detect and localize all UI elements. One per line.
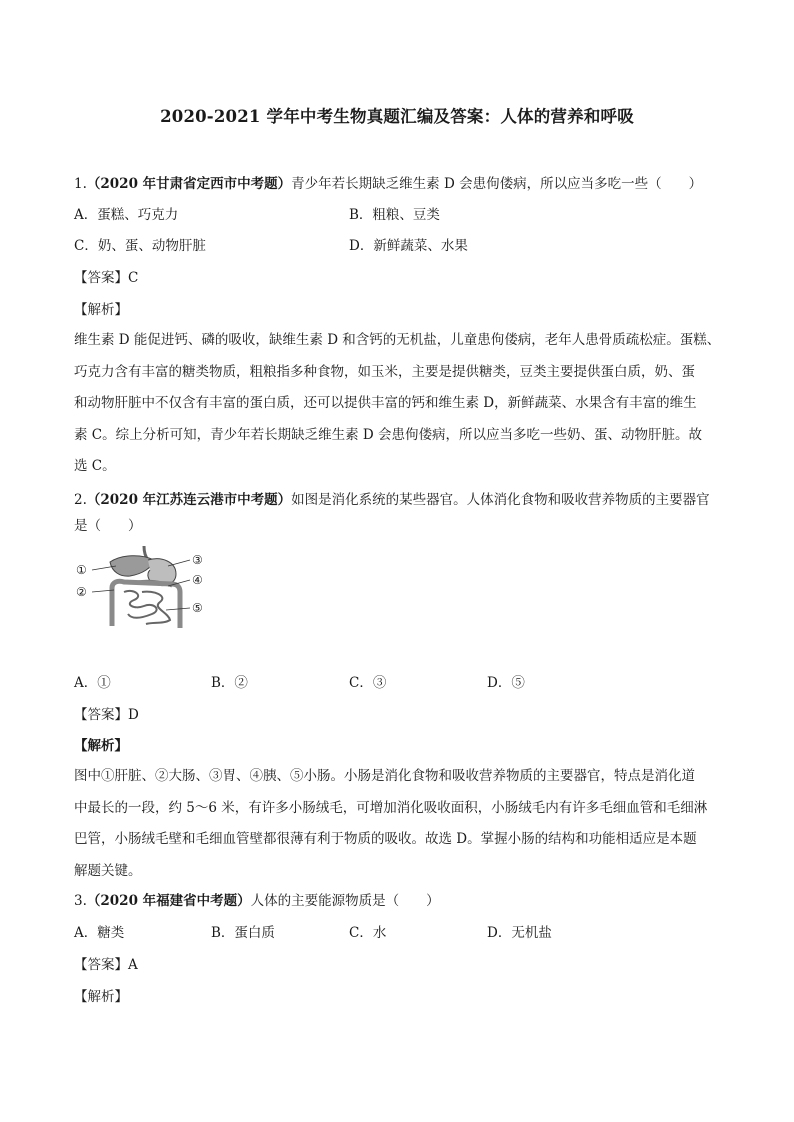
liver-shape (110, 556, 154, 576)
analysis-line: 维生素 D 能促进钙、磷的吸收，缺维生素 D 和含钙的无机盐，儿童患佝偻病，老年人患骨质疏松症。蛋糕、 (74, 332, 721, 348)
question-1-option-a: A．蛋糕、巧克力 (74, 207, 179, 223)
figure-label-4: ④ (192, 573, 203, 587)
analysis-line: 巧克力含有丰富的糖类物质，粗粮指多种食物，如玉米，主要是提供糖类，豆类主要提供蛋白质，奶、蛋 (74, 363, 695, 380)
question-1-option-d: D．新鲜蔬菜、水果 (349, 238, 468, 254)
question-2-stem-continued: 是（ ） (74, 518, 142, 534)
figure-label-3: ③ (192, 553, 203, 567)
digestive-system-illustration (72, 540, 212, 630)
question-1-analysis (74, 325, 724, 483)
question-2-option-d: D．⑤ (487, 675, 525, 691)
analysis-line: 中最长的一段，约 5～6 米，有许多小肠绒毛，可增加消化吸收面积，小肠绒毛内有许多毛细血管和毛细淋 (74, 799, 708, 816)
question-1-text: 青少年若长期缺乏维生素 D 会患佝偻病，所以应当多吃一些（ ） (291, 176, 703, 192)
analysis-line: 解题关键。 (74, 862, 142, 879)
question-3-source: （2020 年福建省中考题） (86, 893, 251, 909)
question-3-stem (74, 892, 440, 910)
question-1-source: （2020 年甘肃省定西市中考题） (86, 176, 292, 192)
digestive-system-figure (72, 540, 212, 630)
question-1-analysis-label: 【解析】 (74, 302, 128, 318)
analysis-line: 图中①肝脏、②大肠、③胃、④胰、⑤小肠。小肠是消化食物和吸收营养物质的主要器官，特点是消化道 (74, 768, 695, 784)
question-2-text: 如图是消化系统的某些器官。人体消化食物和吸收营养物质的主要器官 (291, 492, 710, 508)
question-1-option-b: B．粗粮、豆类 (349, 207, 440, 223)
question-3-option-a: A．糖类 (74, 925, 125, 941)
question-3-option-b: B．蛋白质 (211, 925, 275, 941)
figure-label-2: ② (76, 585, 87, 599)
question-1-stem (74, 175, 702, 193)
question-2-analysis-label: 【解析】 (74, 738, 128, 754)
figure-label-1: ① (76, 563, 87, 577)
question-2-option-c: C．③ (349, 675, 387, 691)
question-2-answer: 【答案】D (74, 707, 139, 723)
analysis-line: 和动物肝脏中不仅含有丰富的蛋白质，还可以提供丰富的钙和维生素 D，新鲜蔬菜、水果含有丰富的维生 (74, 395, 697, 411)
question-3-option-c: C．水 (349, 925, 387, 941)
question-2-analysis (74, 761, 724, 887)
question-3-number: 3. (74, 893, 87, 909)
question-3-text: 人体的主要能源物质是（ ） (250, 893, 440, 909)
question-2-number: 2. (74, 492, 87, 508)
question-2-option-a: A．① (74, 675, 111, 691)
question-1-option-c: C．奶、蛋、动物肝脏 (74, 238, 206, 254)
question-3-option-d: D．无机盐 (487, 925, 552, 941)
question-1-answer: 【答案】C (74, 270, 139, 286)
question-2-stem (74, 491, 710, 509)
question-2-option-b: B．② (211, 675, 248, 691)
analysis-line: 选 C。 (74, 458, 116, 474)
analysis-line: 巴管，小肠绒毛壁和毛细血管壁都很薄有利于物质的吸收。故选 D。掌握小肠的结构和功能相适应是本题 (74, 831, 697, 847)
page-title: 2020-2021 学年中考生物真题汇编及答案：人体的营养和呼吸 (160, 107, 634, 126)
small-intestine-shape (124, 591, 170, 624)
question-2-source: （2020 年江苏连云港市中考题） (86, 492, 292, 508)
question-3-answer: 【答案】A (74, 957, 138, 973)
question-3-analysis-label: 【解析】 (74, 989, 128, 1005)
question-1-number: 1. (74, 176, 87, 192)
figure-label-5: ⑤ (192, 601, 203, 615)
analysis-line: 素 C。综上分析可知，青少年若长期缺乏维生素 D 会患佝偻病，所以应当多吃一些奶、蛋、动物肝脏。故 (74, 426, 703, 443)
